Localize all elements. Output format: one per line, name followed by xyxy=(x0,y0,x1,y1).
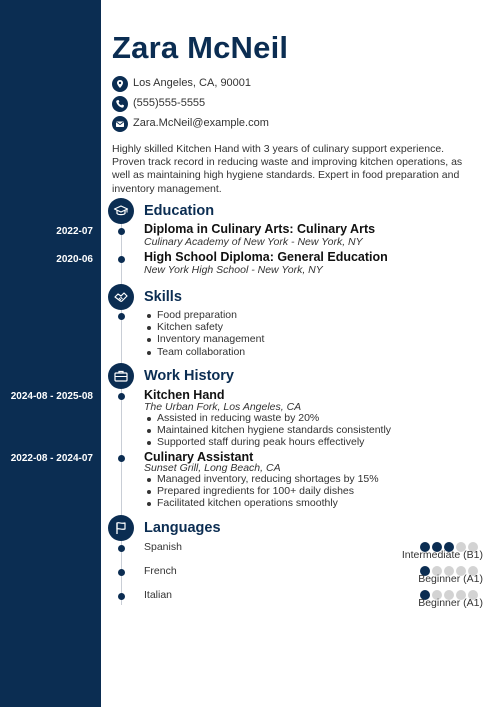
languages-heading: Languages xyxy=(144,520,221,536)
location-pin-icon xyxy=(112,76,128,92)
sidebar xyxy=(0,0,101,707)
language-name: Spanish xyxy=(144,541,182,553)
timeline-dot xyxy=(118,455,125,462)
language-name: Italian xyxy=(144,589,173,601)
skill-item: Kitchen safety xyxy=(144,321,264,333)
skill-item: Inventory management xyxy=(144,333,264,345)
work-date: 2022-08 - 2024-07 xyxy=(10,453,93,464)
job-company: The Urban Fork, Los Angeles, CA xyxy=(144,401,302,413)
job-title: Kitchen Hand xyxy=(144,388,225,402)
email-icon xyxy=(112,116,128,132)
job-title: Culinary Assistant xyxy=(144,450,254,464)
job-bullet: Assisted in reducing waste by 20% xyxy=(144,412,391,424)
timeline-dot xyxy=(118,593,125,600)
email-text: Zara.McNeil@example.com xyxy=(133,117,269,129)
education-degree: Diploma in Culinary Arts: Culinary Arts xyxy=(144,222,376,236)
skills-heading: Skills xyxy=(144,289,182,305)
skills-list xyxy=(144,309,264,358)
education-date: 2022-07 xyxy=(56,226,93,237)
candidate-name: Zara McNeil xyxy=(112,30,289,65)
timeline-dot xyxy=(118,228,125,235)
job-bullet: Prepared ingredients for 100+ daily dishes xyxy=(144,485,379,497)
timeline-dot xyxy=(118,569,125,576)
flag-icon xyxy=(108,515,134,541)
education-heading: Education xyxy=(144,203,215,219)
briefcase-icon xyxy=(108,363,134,389)
education-school: New York High School - New York, NY xyxy=(144,264,323,276)
language-level: Intermediate (B1) xyxy=(401,549,483,561)
language-level: Beginner (A1) xyxy=(418,597,483,609)
language-level: Beginner (A1) xyxy=(418,573,483,585)
phone-text: (555)555-5555 xyxy=(133,97,206,109)
timeline-dot xyxy=(118,256,125,263)
skill-item: Team collaboration xyxy=(144,346,264,358)
work-date: 2024-08 - 2025-08 xyxy=(10,391,93,402)
work-history-heading: Work History xyxy=(144,368,234,384)
timeline-dot xyxy=(118,393,125,400)
education-degree: High School Diploma: General Education xyxy=(144,250,388,264)
job-bullet: Supported staff during peak hours effectively xyxy=(144,436,391,448)
timeline-dot xyxy=(118,313,125,320)
education-date: 2020-06 xyxy=(56,254,93,265)
job-company: Sunset Grill, Long Beach, CA xyxy=(144,462,281,474)
location-text: Los Angeles, CA, 90001 xyxy=(133,77,252,89)
handshake-icon xyxy=(108,284,134,310)
graduation-cap-icon xyxy=(108,198,134,224)
job-bullets xyxy=(144,412,391,449)
education-school: Culinary Academy of New York - New York, NY xyxy=(144,236,363,248)
job-bullets xyxy=(144,473,379,510)
phone-icon xyxy=(112,96,128,112)
job-bullet: Maintained kitchen hygiene standards consistently xyxy=(144,424,391,436)
timeline-dot xyxy=(118,545,125,552)
job-bullet: Facilitated kitchen operations smoothly xyxy=(144,497,379,509)
job-bullet: Managed inventory, reducing shortages by 15% xyxy=(144,473,379,485)
profile-summary: Highly skilled Kitchen Hand with 3 years of culinary support experience. Proven track record in reducing waste and improving kitchen operations, as well as maintaining high hygiene standards. Expert in food preparation and inventory management. xyxy=(112,143,463,195)
skill-item: Food preparation xyxy=(144,309,264,321)
language-name: French xyxy=(144,565,177,577)
